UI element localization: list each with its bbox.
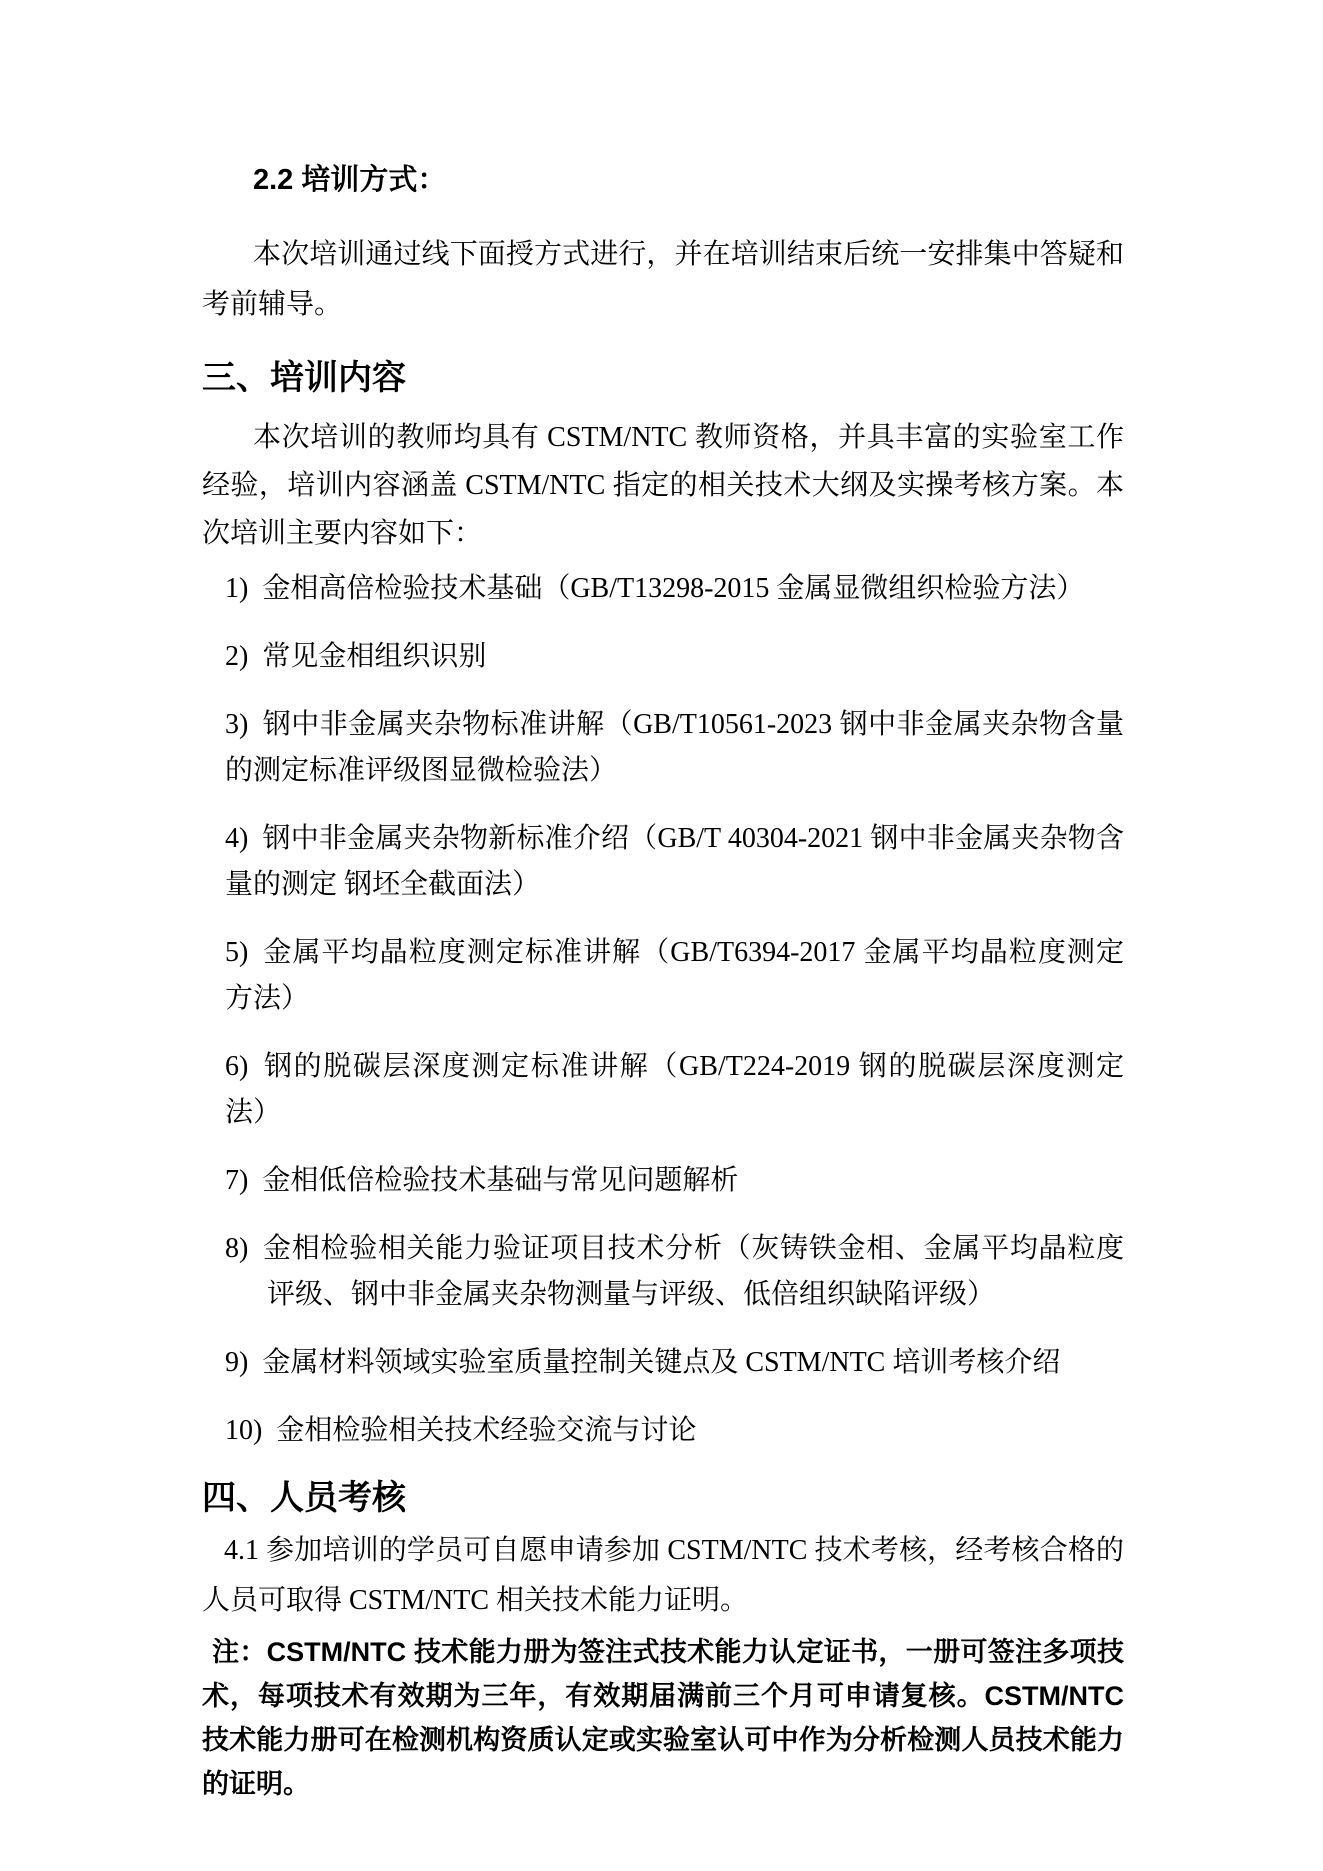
item-text: 钢中非金属夹杂物标准讲解（GB/T10561-2023 钢中非金属夹杂物含量的测定标准评级图显微检验法） [225, 709, 1124, 786]
section-2-2-heading: 2.2 培训方式： [253, 164, 447, 196]
training-content-item-7 [202, 1158, 1124, 1204]
item-text: 金属材料领域实验室质量控制关键点及 CSTM/NTC 培训考核介绍 [262, 1347, 1061, 1378]
item-number: 7) [225, 1165, 249, 1196]
item-text: 金相低倍检验技术基础与常见问题解析 [262, 1165, 739, 1196]
training-content-item-1 [202, 566, 1124, 612]
training-content-item-2 [202, 634, 1124, 680]
item-number: 9) [225, 1347, 249, 1378]
item-text: 钢中非金属夹杂物新标准介绍（GB/T 40304-2021 钢中非金属夹杂物含量的测定 钢坯全截面法） [225, 823, 1124, 900]
item-text: 常见金相组织识别 [262, 641, 487, 672]
item-number: 10) [225, 1415, 263, 1446]
training-content-list [202, 566, 1124, 1454]
item-number: 4) [225, 823, 249, 854]
item-number: 6) [225, 1051, 249, 1082]
training-content-item-3 [202, 702, 1124, 794]
training-method-paragraph: 本次培训通过线下面授方式进行，并在培训结束后统一安排集中答疑和考前辅导。 [202, 239, 1124, 320]
item-number: 8) [225, 1233, 249, 1264]
training-content-item-10 [202, 1408, 1124, 1454]
item-number: 5) [225, 937, 249, 968]
training-content-item-4 [202, 816, 1124, 908]
assessment-note: 注：CSTM/NTC 技术能力册为签注式技术能力认定证书，一册可签注多项技术，每项技术有效期为三年，有效期届满前三个月可申请复核。CSTM/NTC 技术能力册可在检测机构资质认定或实验室认可中作为分析检测人员技术能力的证明。 [202, 1637, 1124, 1799]
section-3-heading: 三、培训内容 [202, 359, 406, 397]
item-number: 3) [225, 709, 249, 740]
item-number: 2) [225, 641, 249, 672]
document-content [202, 160, 1124, 1806]
item-number: 1) [225, 573, 249, 604]
section-4-heading: 四、人员考核 [202, 1479, 406, 1517]
training-content-item-9 [202, 1340, 1124, 1386]
item-text: 钢的脱碳层深度测定标准讲解（GB/T224-2019 钢的脱碳层深度测定法） [225, 1051, 1124, 1128]
item-text: 金属平均晶粒度测定标准讲解（GB/T6394-2017 金属平均晶粒度测定方法） [225, 937, 1124, 1014]
training-content-item-5 [202, 930, 1124, 1022]
training-content-intro: 本次培训的教师均具有 CSTM/NTC 教师资格，并具丰富的实验室工作经验，培训内容涵盖 CSTM/NTC 指定的相关技术大纲及实操考核方案。本次培训主要内容如下： [202, 422, 1124, 549]
item-text: 金相检验相关能力验证项目技术分析（灰铸铁金相、金属平均晶粒度评级、钢中非金属夹杂物测量与评级、低倍组织缺陷评级） [262, 1233, 1124, 1310]
item-text: 金相检验相关技术经验交流与讨论 [276, 1415, 697, 1446]
training-content-item-6 [202, 1044, 1124, 1136]
assessment-paragraph: 4.1 参加培训的学员可自愿申请参加 CSTM/NTC 技术考核，经考核合格的人员可取得 CSTM/NTC 相关技术能力证明。 [202, 1535, 1124, 1616]
item-text: 金相高倍检验技术基础（GB/T13298-2015 金属显微组织检验方法） [262, 573, 1085, 604]
training-content-item-8 [202, 1226, 1124, 1318]
